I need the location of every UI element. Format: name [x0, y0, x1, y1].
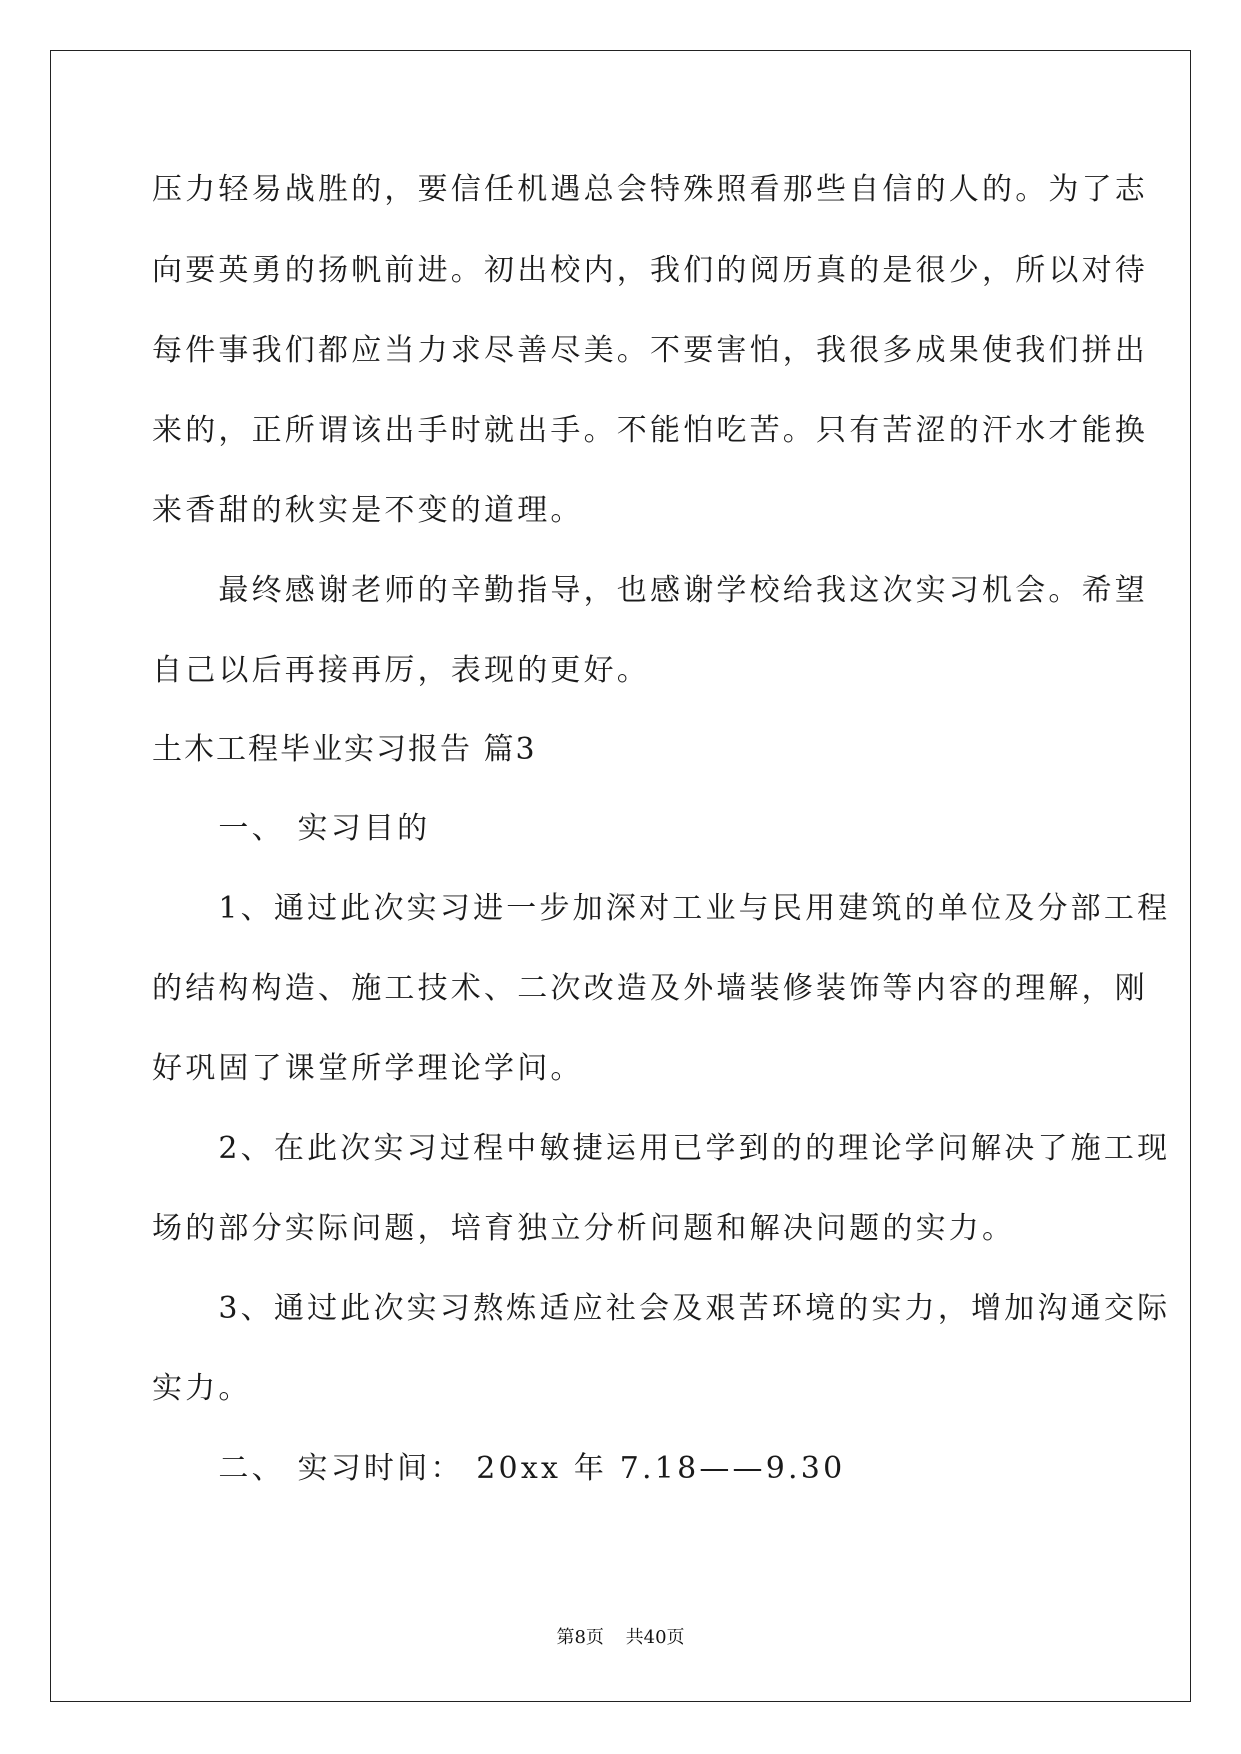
body-line: 向要英勇的扬帆前进。初出校内，我们的阅历真的是很少，所以对待 — [152, 253, 1148, 288]
body-line: 自己以后再接再厉，表现的更好。 — [152, 653, 650, 688]
page-total: 共40页 — [625, 1627, 685, 1648]
section-heading: 土木工程毕业实习报告 篇3 — [152, 732, 537, 767]
body-line: 实力。 — [152, 1371, 252, 1406]
page-footer — [0, 1627, 1241, 1649]
body-line: 二、 实习时间： 20xx 年 7.18——9.30 — [152, 1451, 846, 1486]
body-line: 来香甜的秋实是不变的道理。 — [152, 493, 584, 528]
body-line: 2、在此次实习过程中敏捷运用已学到的的理论学问解决了施工现 — [152, 1131, 1171, 1166]
body-line: 来的，正所谓该出手时就出手。不能怕吃苦。只有苦涩的汗水才能换 — [152, 413, 1148, 448]
body-line: 的结构构造、施工技术、二次改造及外墙装修装饰等内容的理解，刚 — [152, 971, 1148, 1006]
body-line: 每件事我们都应当力求尽善尽美。不要害怕，我很多成果使我们拼出 — [152, 333, 1148, 368]
body-line: 3、通过此次实习熬炼适应社会及艰苦环境的实力，增加沟通交际 — [152, 1291, 1171, 1326]
page-number: 第8页 — [556, 1627, 604, 1648]
body-line: 好巩固了课堂所学理论学问。 — [152, 1051, 584, 1086]
body-line: 1、通过此次实习进一步加深对工业与民用建筑的单位及分部工程 — [152, 891, 1171, 926]
body-line: 最终感谢老师的辛勤指导，也感谢学校给我这次实习机会。希望 — [152, 573, 1148, 608]
body-line: 场的部分实际问题，培育独立分析问题和解决问题的实力。 — [152, 1211, 1016, 1246]
body-line: 一、 实习目的 — [152, 811, 431, 846]
body-line: 压力轻易战胜的，要信任机遇总会特殊照看那些自信的人的。为了志 — [152, 172, 1148, 207]
